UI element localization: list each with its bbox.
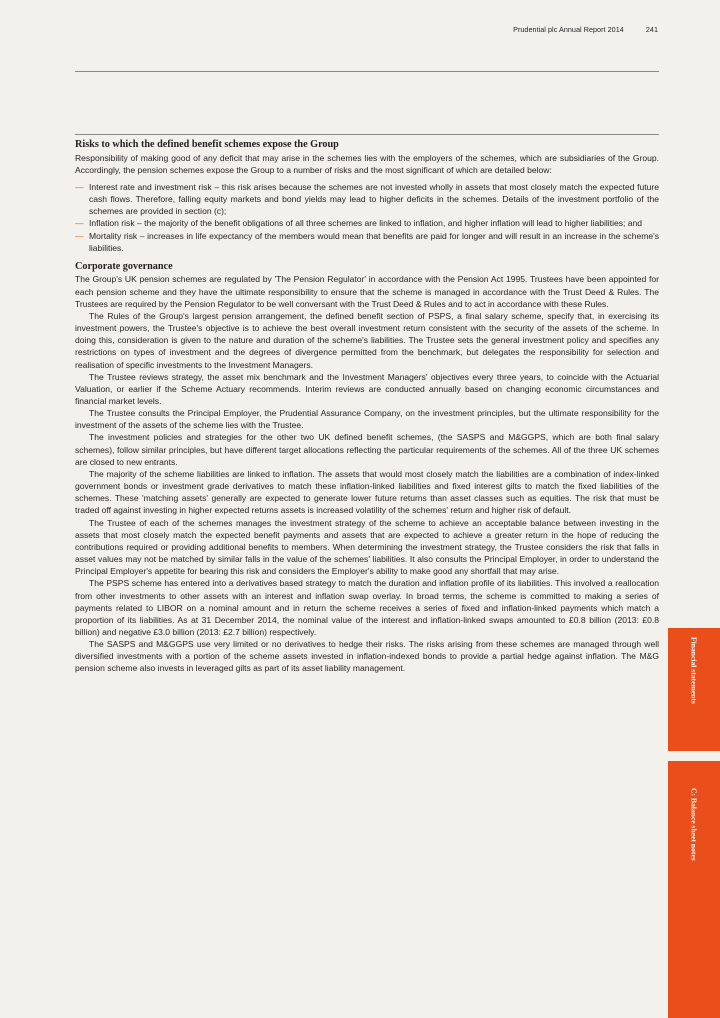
risks-intro: Responsibility of making good of any deficit that may arise in the schemes lies with the employers of the schemes, which are subsidiaries of the Group. Accordingly, the pension schemes expose the Group to a number of risks and the most significant of which are detailed below: <box>75 152 659 175</box>
risks-list <box>75 181 659 254</box>
section-rule <box>75 134 659 135</box>
dash-bullet-icon: — <box>75 218 84 229</box>
governance-paragraph: The Group's UK pension schemes are regulated by 'The Pension Regulator' in accordance with the Pension Act 1995. Trustees have been appointed for each pension scheme and they have the ultimate responsibility to ensure that the scheme is managed in accordance with the Trust Deed & Rules. The Trustees are required by the Pension Regulator to be well conversant with the Trust Deed & Rules and to act in accordance with these Rules. <box>75 274 659 309</box>
governance-paragraph: The Rules of the Group's largest pension arrangement, the defined benefit section of PSPS, a final salary scheme, specify that, in exercising its investment powers, the Trustee's objective is to achieve the best overall investment return consistent with the security of the assets of the scheme. In doing this, consideration is given to the nature and duration of the scheme's liabilities. The Trustee sets the general investment policy and specifies any restrictions on types of investment and the degrees of divergence permitted from the benchmark, but delegates the responsibility for selection and realisation of specific investments to the Investment Managers. <box>75 310 659 370</box>
page-number: 241 <box>645 25 658 34</box>
risk-item-inflation: — Inflation risk – the majority of the benefit obligations of all three schemes are linked to inflation, and higher inflation will lead to higher liabilities; and <box>75 218 643 229</box>
governance-paragraph: The Trustee of each of the schemes manages the investment strategy of the scheme to achieve an acceptable balance between investing in the assets that most closely match the expected benefit payments and assets that are expected to achieve a greater return in the hope of reducing the contributions required or providing additional benefits to members. When determining the investment strategy, the Trustee considers the risk that falls in asset values may not be matched by similar falls in the value of the schemes' liabilities. It also consults the Principal Employer, in order to understand the Principal Employer's appetite for bearing this risk and considers the Employer's ability to make good any shortfall that may arise. <box>75 517 659 577</box>
governance-paragraph: The investment policies and strategies for the other two UK defined benefit schemes, (the SASPS and M&GGPS, which are both final salary schemes), follow similar principles, but have different target allocations reflecting the particular requirements of the schemes. All of the three UK schemes are closed to new entrants. <box>75 432 659 467</box>
governance-paragraph: The PSPS scheme has entered into a derivatives based strategy to match the duration and inflation profile of its liabilities. This involved a reallocation from other investments to other assets with an interest and inflation swap overlay. In broad terms, the scheme is committed to making a series of payments related to LIBOR on a nominal amount and in return the scheme receives a series of fixed and inflation-linked payments which match a proportion of its liabilities. As at 31 December 2014, the nominal value of the interest and inflation-linked swaps amounted to £0.8 billion (2013: £0.8 billion) and negative £3.0 billion (2013: £2.7 billion) respectively. <box>75 578 659 637</box>
risk-item-interest: — Interest rate and investment risk – this risk arises because the schemes are not invested wholly in assets that most closely match the expected future cash flows. Therefore, falling equity markets and bond yields may lead to higher deficits in the schemes. Details of the investment portfolio of the schemes are provided in section (c); <box>75 181 659 217</box>
governance-paragraph: The SASPS and M&GGPS use very limited or no derivatives to hedge their risks. The risks arising from these schemes are managed through well diversified investments with a portion of the scheme assets invested in inflation-indexed bonds to provide a partial hedge against inflation. The M&G pension scheme also invests in leveraged gilts as part of its asset liability management. <box>75 639 659 674</box>
governance-paragraph: The Trustee reviews strategy, the asset mix benchmark and the Investment Managers' objectives every three years, to coincide with the Actuarial Valuation, or earlier if the Scheme Actuary recommends. Interim reviews are conducted annually based on changing economic circumstances and financial market levels. <box>75 371 659 406</box>
financial-statements-label: Financial statements <box>689 637 699 704</box>
top-rule <box>75 71 659 72</box>
running-header <box>513 25 658 34</box>
governance-paragraph: The Trustee consults the Principal Employer, the Prudential Assurance Company, on the investment principles, but the ultimate responsibility for the investment of the assets of the scheme lies with the Trustee. <box>75 408 659 431</box>
risks-heading: Risks to which the defined benefit schemes expose the Group <box>75 139 339 150</box>
dash-bullet-icon: — <box>75 181 84 192</box>
governance-paragraph: The majority of the scheme liabilities are linked to inflation. The assets that would most closely match the liabilities are a combination of index-linked government bonds or investment grade derivatives to match these inflation-linked liabilities and fixed interest gilts to match the fixed liabilities of the schemes. These 'matching assets' generally are expected to generate lower future returns than asset classes such as equities. The risk that must be traded off against investing in higher expected returns assets is increased volatility of the schemes' return and higher risk of default. <box>75 468 659 516</box>
risk-item-mortality: — Mortality risk – increases in life expectancy of the members would mean that benefits are paid for longer and will result in an increase in the scheme's liabilities. <box>75 230 659 253</box>
report-title: Prudential plc Annual Report 2014 <box>513 25 624 34</box>
governance-heading: Corporate governance <box>75 260 173 272</box>
balance-sheet-notes-label: C: Balance sheet notes <box>689 788 699 861</box>
dash-bullet-icon: — <box>75 230 84 241</box>
main-content <box>75 139 659 675</box>
